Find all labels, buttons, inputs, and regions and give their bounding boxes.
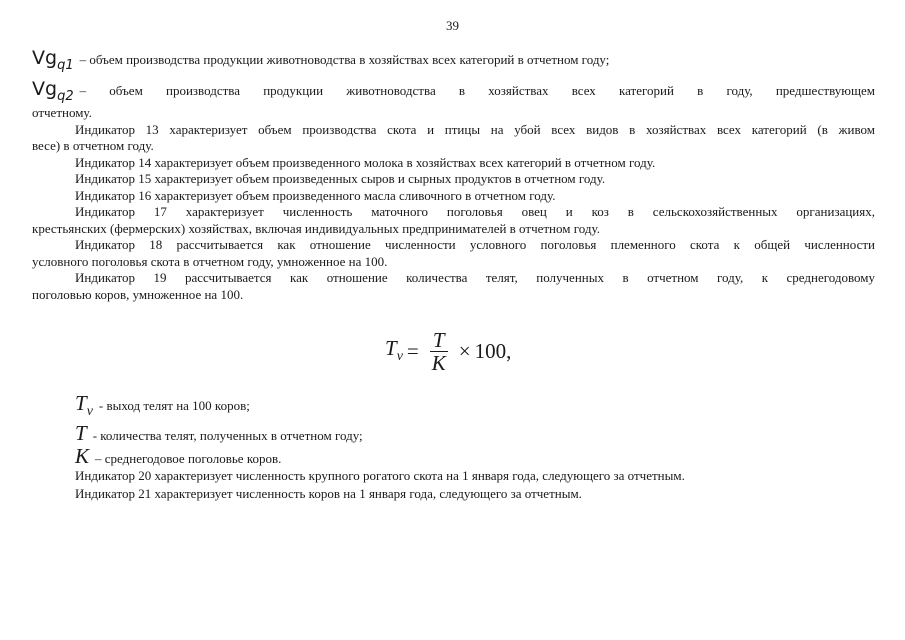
definition-k [75, 444, 875, 468]
symbol-tv: $T_v$ [75, 391, 93, 419]
definition-vg-q2 [32, 77, 875, 106]
text-block [32, 47, 875, 303]
indicator-19-line2: поголовью коров, умноженное на 100. [32, 286, 244, 302]
definition-text: – среднегодовое поголовье коров. [95, 451, 282, 466]
indicator-19-line1: Индикатор 19 рассчитывается как отношение количества телят, полученных в отчетном году, к среднегодовому [75, 270, 875, 285]
definition-text-continuation: отчетному. [32, 105, 92, 120]
formula-fraction [429, 329, 449, 374]
definition-text: – объем производства продукции животноводства в хозяйствах всех категорий в году, предшествующем [79, 82, 875, 98]
indicator-17-line1: Индикатор 17 характеризует численность маточного поголовья овец и коз в сельскохозяйственных организациях, [75, 204, 875, 219]
formula-denominator: K [431, 350, 446, 375]
definition-text: - количества телят, полученных в отчетном году; [92, 427, 363, 443]
calf-yield-formula [385, 325, 511, 377]
symbol-vg-q1: $Vg_{q1}$ [32, 47, 74, 73]
definition-tv [75, 391, 875, 421]
indicator-18-line1: Индикатор 18 рассчитывается как отношение численности условного поголовья племенного скота к общей численности [75, 237, 875, 252]
indicator-20: Индикатор 20 характеризует численность крупного рогатого скота на 1 января года, следующего за отчетным. [75, 467, 685, 483]
definition-text: - выход телят на 100 коров; [98, 398, 250, 413]
indicator-14: Индикатор 14 характеризует объем произведенного молока в хозяйствах всех категорий в отчетном году. [75, 154, 656, 170]
formula-lhs: $T_v$ [385, 336, 403, 365]
indicator-16: Индикатор 16 характеризует объем произведенного масла сливочного в отчетном году. [75, 187, 556, 203]
formula-times: × [458, 338, 471, 363]
indicator-13-line1: Индикатор 13 характеризует объем производства скота и птицы на убой всех видов в хозяйствах всех категорий (в живом [75, 121, 875, 137]
definition-vg-q1 [32, 47, 875, 75]
symbol-t: T [75, 420, 87, 445]
formula-definitions [75, 391, 875, 503]
page-number: 39 [446, 18, 459, 33]
indicator-18-line2: условного поголовья скота в отчетном году, умноженное на 100. [32, 253, 388, 269]
indicator-21: Индикатор 21 характеризует численность коров на 1 января года, следующего за отчетным. [75, 486, 582, 501]
indicator-17-line2: крестьянских (фермерских) хозяйствах, включая индивидуальных предпринимателей в отчетном году. [32, 220, 600, 236]
formula-numerator: T [430, 329, 448, 352]
indicator-15: Индикатор 15 характеризует объем произведенных сыров и сырных продуктов в отчетном году. [75, 171, 606, 186]
indicator-13-line2: весе) в отчетном году. [32, 138, 154, 153]
formula-comma: , [506, 338, 512, 363]
formula-equals: = [406, 338, 419, 363]
definition-text: – объем производства продукции животноводства в хозяйствах всех категорий в отчетном году; [79, 52, 610, 67]
symbol-k: K [75, 444, 90, 468]
formula-factor: 100 [474, 338, 507, 363]
definition-t [75, 420, 875, 445]
symbol-vg-q2: $Vg_{q2}$ [32, 77, 74, 104]
